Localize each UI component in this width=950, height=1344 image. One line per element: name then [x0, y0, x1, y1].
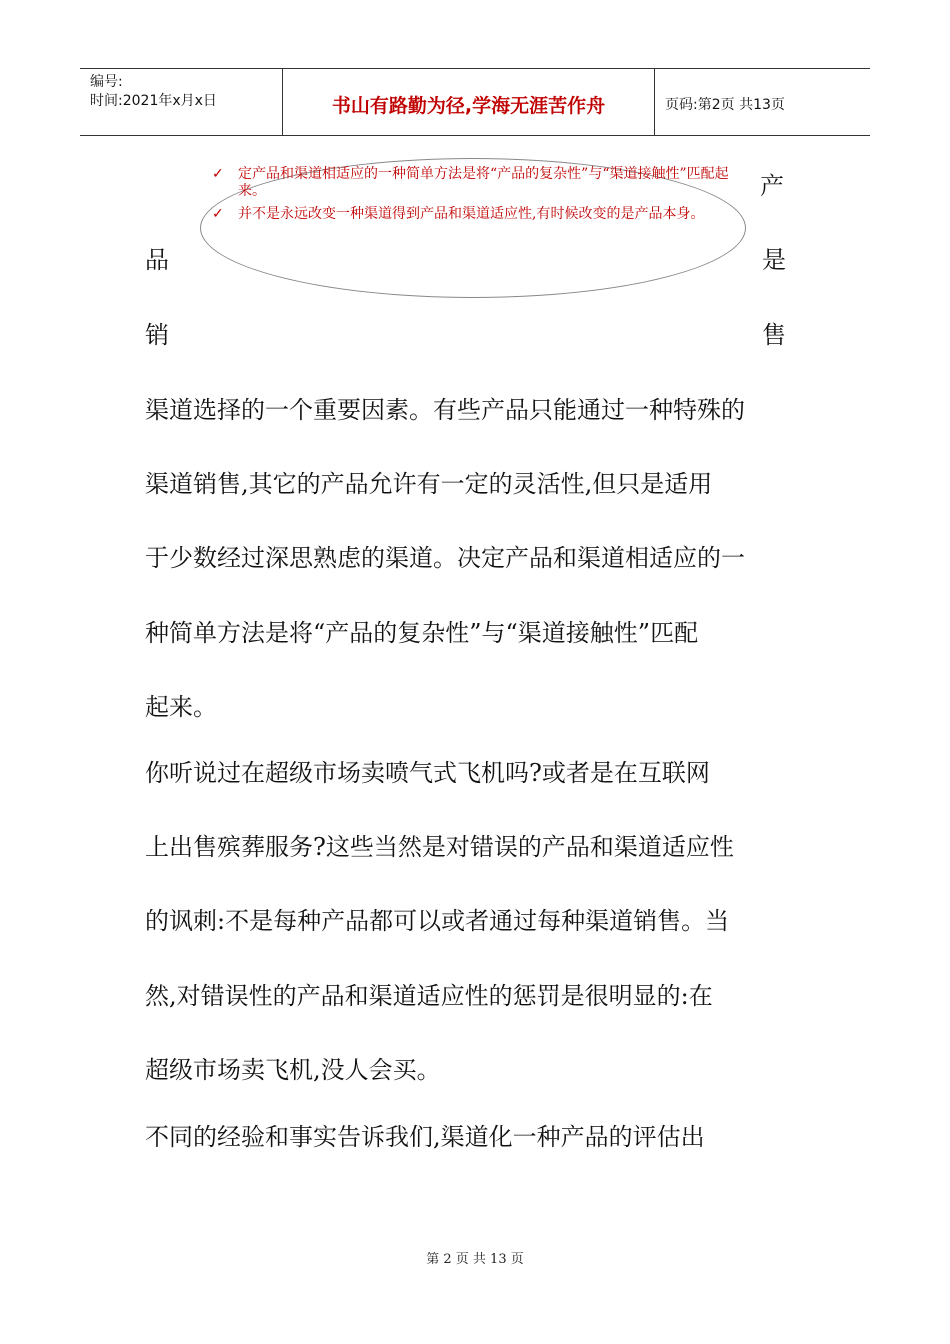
- header-page-cell: [655, 69, 870, 135]
- body-line: 然,对错误性的产品和渠道适应性的惩罚是很明显的:在: [145, 982, 713, 1010]
- body-side-char: 是: [762, 246, 786, 274]
- body-line: 上出售殡葬服务?这些当然是对错误的产品和渠道适应性: [145, 833, 734, 861]
- motto-text: 书山有路勤为径,学海无涯苦作舟: [331, 94, 606, 117]
- body-side-char: 产: [760, 172, 784, 200]
- body-line: 你听说过在超级市场卖喷气式飞机吗?或者是在互联网: [145, 759, 710, 787]
- annotation-note-2: [212, 206, 742, 223]
- annotation-note-2-text: 并不是永远改变一种渠道得到产品和渠道适应性,有时候改变的是产品本身。: [238, 206, 705, 222]
- body-line: 起来。: [145, 693, 217, 721]
- page-footer: [0, 1248, 950, 1267]
- annotation-note-1: [212, 166, 742, 200]
- number-label: 编号:: [90, 74, 123, 90]
- body-line: 渠道销售,其它的产品允许有一定的灵活性,但只是适用: [145, 470, 713, 498]
- page-number-label: 页码:第2页 共13页: [665, 97, 785, 113]
- checkmark-icon: ✓: [212, 166, 224, 182]
- body-line: 渠道选择的一个重要因素。有些产品只能通过一种特殊的: [145, 396, 745, 424]
- body-line: 于少数经过深思熟虑的渠道。决定产品和渠道相适应的一: [145, 544, 745, 572]
- checkmark-icon: ✓: [212, 206, 224, 222]
- document-header: [80, 68, 870, 136]
- time-label: 时间:2021年x月x日: [90, 93, 217, 109]
- body-line: 超级市场卖飞机,没人会买。: [145, 1056, 441, 1084]
- body-line: 不同的经验和事实告诉我们,渠道化一种产品的评估出: [145, 1123, 705, 1151]
- body-line: 种简单方法是将“产品的复杂性”与“渠道接触性”匹配: [145, 619, 699, 647]
- annotation-note-1-text: 定产品和渠道相适应的一种简单方法是将“产品的复杂性”与“渠道接触性”匹配起来。: [238, 166, 729, 199]
- footer-page-number: 第 2 页 共 13 页: [426, 1252, 524, 1267]
- header-left-cell: [80, 69, 282, 135]
- body-line: 的讽刺:不是每种产品都可以或者通过每种渠道销售。当: [145, 907, 730, 935]
- body-side-char: 品: [145, 246, 169, 274]
- header-motto-cell: [282, 69, 655, 135]
- body-side-char: 售: [762, 321, 786, 349]
- body-side-char: 销: [145, 321, 169, 349]
